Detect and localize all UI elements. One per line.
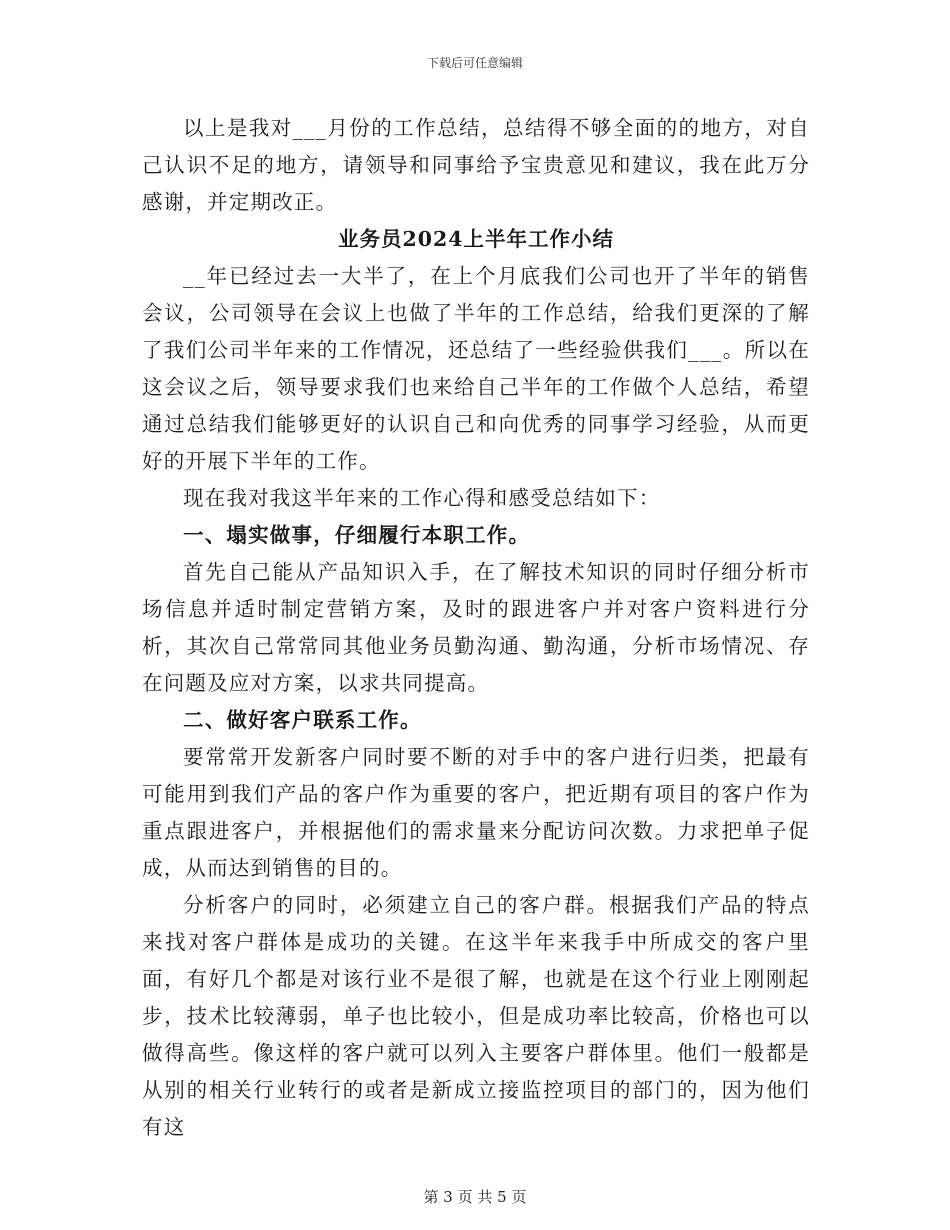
paragraph-summary-lead: 现在我对我这半年来的工作心得和感受总结如下： [183,486,661,510]
paragraph-heading-two: 要常常开发新客户同时要不断的对手中的客户进行归类，把最有可能用到我们产品的客户作为重要的客户，把近期有项目的客户作为重点跟进客户，并根据他们的需求量来分配访问次数。力求把单子促成，从而达到销售的目的。 [142,745,810,880]
paragraph-closing: 以上是我对___月份的工作总结，总结得不够全面的的地方，对自己认识不足的地方，请领导和同事给予宝贵意见和建议，我在此万分感谢，并定期改正。 [142,116,810,214]
paragraph-intro: __年已经过去一大半了，在上个月底我们公司也开了半年的销售会议，公司领导在会议上也做了半年的工作总结，给我们更深的了解了我们公司半年来的工作情况，还总结了一些经验供我们___。所以在这会议之后，领导要求我们也来给自己半年的工作做个人总结，希望通过总结我们能够更好的认识自己和向优秀的同事学习经验，从而更好的开展下半年的工作。 [142,264,810,473]
section-title: 业务员2024上半年工作小结 [337,227,615,251]
page-footer: 第 3 页 共 5 页 [423,1188,527,1206]
document-body [142,110,810,1146]
paragraph-heading-one: 首先自己能从产品知识入手，在了解技术知识的同时仔细分析市场信息并适时制定营销方案，及时的跟进客户并对客户资料进行分析，其次自己常常同其他业务员勤沟通、勤沟通，分析市场情况、存在问题及应对方案，以求共同提高。 [142,560,810,695]
page-header: 下载后可任意编辑 [426,56,523,70]
heading-one: 一、塌实做事，仔细履行本职工作。 [183,523,531,547]
heading-two: 二、做好客户联系工作。 [183,708,422,732]
paragraph-customer-group: 分析客户的同时，必须建立自己的客户群。根据我们产品的特点来找对客户群体是成功的关键。在这半年来我手中所成交的客户里面，有好几个都是对该行业不是很了解，也就是在这个行业上刚刚起步，技术比较薄弱，单子也比较小，但是成功率比较高，价格也可以做得高些。像这样的客户就可以列入主要客户群体里。他们一般都是从别的相关行业转行的或者是新成立接监控项目的部门的，因为他们有这 [142,893,810,1139]
